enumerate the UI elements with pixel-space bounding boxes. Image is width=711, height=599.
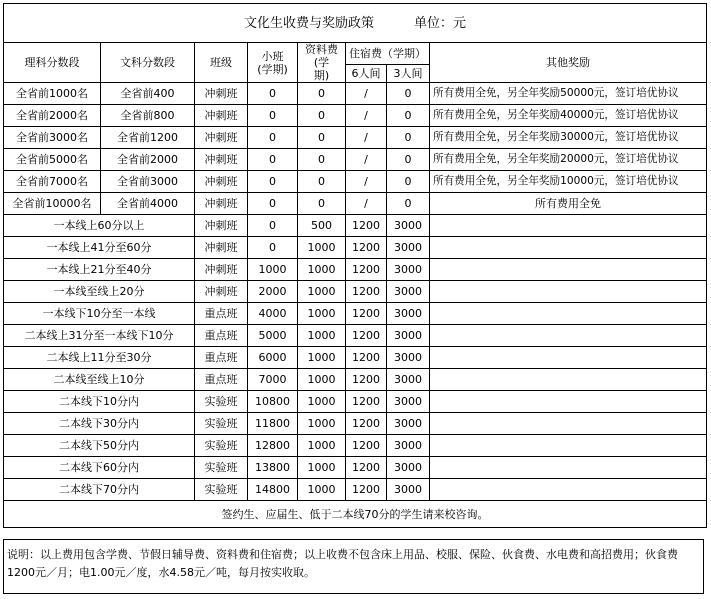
dorm-6-fee-cell: /: [346, 193, 387, 215]
arts-band-cell: 全省前400: [101, 83, 195, 105]
explanation-note: 说明：以上费用包含学费、节假日辅导费、资料费和住宿费；以上收费不包含床上用品、校服、保险、伙食费、水电费和高招费用；伙食费1200元／月；电1.00元／度，水4.58元／吨，每月按实收取。: [3, 539, 704, 594]
materials-fee-cell: 1000: [298, 347, 346, 369]
unit-label: 单位：元: [414, 15, 467, 31]
materials-fee-cell: 0: [298, 83, 346, 105]
score-band-cell: 二本线下60分内: [4, 457, 195, 479]
table-row: [4, 391, 707, 413]
award-cell-empty: [430, 215, 707, 237]
table-row: [4, 83, 707, 105]
score-band-cell: 一本线上21分至40分: [4, 259, 195, 281]
dorm-6-fee-cell: /: [346, 171, 387, 193]
table-row: [4, 127, 707, 149]
table-row: [4, 435, 707, 457]
rank-rows: [4, 83, 707, 215]
dorm-3-fee-cell: 0: [387, 105, 430, 127]
table-row: [4, 457, 707, 479]
table-row: [4, 259, 707, 281]
materials-fee-cell: 1000: [298, 391, 346, 413]
materials-fee-cell: 0: [298, 171, 346, 193]
dorm-6-fee-cell: 1200: [346, 303, 387, 325]
dorm-6-fee-cell: 1200: [346, 391, 387, 413]
small-class-fee-cell: 6000: [248, 347, 298, 369]
science-band-cell: 全省前1000名: [4, 83, 101, 105]
table-row: [4, 149, 707, 171]
dorm-3-fee-cell: 3000: [387, 391, 430, 413]
small-class-fee-cell: 1000: [248, 259, 298, 281]
award-cell-empty: [430, 325, 707, 347]
science-band-cell: 全省前2000名: [4, 105, 101, 127]
award-cell: 所有费用全免，另全年奖励10000元，签订培优协议: [430, 171, 707, 193]
table-row: [4, 215, 707, 237]
score-band-cell: 二本线至线上10分: [4, 369, 195, 391]
dorm-6-fee-cell: /: [346, 83, 387, 105]
materials-fee-cell: 1000: [298, 281, 346, 303]
dorm-6-fee-cell: 1200: [346, 215, 387, 237]
small-class-fee-cell: 14800: [248, 479, 298, 501]
materials-fee-cell: 0: [298, 149, 346, 171]
score-band-cell: 二本线上11分至30分: [4, 347, 195, 369]
table-row: [4, 193, 707, 215]
award-cell: 所有费用全免，另全年奖励50000元，签订培优协议: [430, 83, 707, 105]
table-row: [4, 347, 707, 369]
table-row: [4, 369, 707, 391]
dorm-3-fee-cell: 3000: [387, 215, 430, 237]
small-class-fee-cell: 0: [248, 215, 298, 237]
small-class-fee-cell: 0: [248, 105, 298, 127]
class-type-cell: 重点班: [195, 325, 248, 347]
dorm-6-fee-cell: 1200: [346, 413, 387, 435]
class-type-cell: 冲刺班: [195, 83, 248, 105]
score-band-cell: 一本线上60分以上: [4, 215, 195, 237]
science-band-cell: 全省前3000名: [4, 127, 101, 149]
dorm-3-fee-cell: 0: [387, 171, 430, 193]
dorm-6-fee-cell: 1200: [346, 457, 387, 479]
header-dorm-6: 6人间: [346, 65, 387, 83]
dorm-6-fee-cell: 1200: [346, 435, 387, 457]
award-cell-empty: [430, 259, 707, 281]
dorm-6-fee-cell: /: [346, 105, 387, 127]
award-cell-empty: [430, 237, 707, 259]
dorm-6-fee-cell: /: [346, 149, 387, 171]
header-materials-text: 资料费 (学 期): [305, 43, 338, 82]
dorm-3-fee-cell: 3000: [387, 413, 430, 435]
dorm-3-fee-cell: 3000: [387, 347, 430, 369]
score-band-cell: 一本线下10分至一本线: [4, 303, 195, 325]
dorm-3-fee-cell: 3000: [387, 369, 430, 391]
award-cell: 所有费用全免，另全年奖励20000元，签订培优协议: [430, 149, 707, 171]
score-band-cell: 二本线下30分内: [4, 413, 195, 435]
award-cell: 所有费用全免，另全年奖励40000元，签订培优协议: [430, 105, 707, 127]
score-band-cell: 一本线至线上20分: [4, 281, 195, 303]
arts-band-cell: 全省前800: [101, 105, 195, 127]
header-other-awards: 其他奖励: [430, 43, 707, 83]
small-class-fee-cell: 12800: [248, 435, 298, 457]
materials-fee-cell: 0: [298, 127, 346, 149]
class-type-cell: 实验班: [195, 479, 248, 501]
dorm-3-fee-cell: 3000: [387, 435, 430, 457]
class-type-cell: 冲刺班: [195, 281, 248, 303]
dorm-3-fee-cell: 3000: [387, 281, 430, 303]
class-type-cell: 实验班: [195, 391, 248, 413]
award-cell: 所有费用全免，另全年奖励30000元，签订培优协议: [430, 127, 707, 149]
class-type-cell: 重点班: [195, 347, 248, 369]
header-small-class-text: 小班 (学期): [257, 49, 288, 76]
materials-fee-cell: 1000: [298, 413, 346, 435]
award-cell-empty: [430, 369, 707, 391]
materials-fee-cell: 1000: [298, 369, 346, 391]
score-band-cell: 一本线上41分至60分: [4, 237, 195, 259]
materials-fee-cell: 1000: [298, 237, 346, 259]
materials-fee-cell: 1000: [298, 303, 346, 325]
small-class-fee-cell: 0: [248, 237, 298, 259]
class-type-cell: 重点班: [195, 369, 248, 391]
materials-fee-cell: 1000: [298, 435, 346, 457]
fee-table: [3, 3, 707, 528]
dorm-6-fee-cell: 1200: [346, 237, 387, 259]
materials-fee-cell: 1000: [298, 325, 346, 347]
dorm-3-fee-cell: 0: [387, 193, 430, 215]
materials-fee-cell: 1000: [298, 457, 346, 479]
award-cell: 所有费用全免: [430, 193, 707, 215]
class-type-cell: 实验班: [195, 457, 248, 479]
class-type-cell: 冲刺班: [195, 127, 248, 149]
dorm-3-fee-cell: 0: [387, 149, 430, 171]
dorm-3-fee-cell: 0: [387, 83, 430, 105]
small-class-fee-cell: 10800: [248, 391, 298, 413]
table-row: [4, 303, 707, 325]
small-class-fee-cell: 5000: [248, 325, 298, 347]
page-title: 文化生收费与奖励政策: [244, 15, 375, 31]
table-row: [4, 325, 707, 347]
dorm-6-fee-cell: 1200: [346, 325, 387, 347]
header-science-band: 理科分数段: [4, 43, 101, 83]
dorm-6-fee-cell: /: [346, 127, 387, 149]
class-type-cell: 冲刺班: [195, 105, 248, 127]
small-class-fee-cell: 4000: [248, 303, 298, 325]
table-row: [4, 281, 707, 303]
dorm-3-fee-cell: 3000: [387, 237, 430, 259]
arts-band-cell: 全省前4000: [101, 193, 195, 215]
class-type-cell: 冲刺班: [195, 149, 248, 171]
title-cell: [4, 4, 707, 43]
class-type-cell: 冲刺班: [195, 215, 248, 237]
award-cell-empty: [430, 303, 707, 325]
header-dorm-3: 3人间: [387, 65, 430, 83]
class-type-cell: 实验班: [195, 435, 248, 457]
score-band-cell: 二本线下50分内: [4, 435, 195, 457]
science-band-cell: 全省前7000名: [4, 171, 101, 193]
table-row: [4, 171, 707, 193]
dorm-6-fee-cell: 1200: [346, 281, 387, 303]
small-class-fee-cell: 2000: [248, 281, 298, 303]
table-row: [4, 479, 707, 501]
table-row: [4, 105, 707, 127]
arts-band-cell: 全省前2000: [101, 149, 195, 171]
small-class-fee-cell: 0: [248, 193, 298, 215]
header-materials: [298, 43, 346, 83]
materials-fee-cell: 0: [298, 105, 346, 127]
science-band-cell: 全省前10000名: [4, 193, 101, 215]
dorm-3-fee-cell: 3000: [387, 303, 430, 325]
header-class-type: 班级: [195, 43, 248, 83]
fee-policy-sheet: [3, 3, 707, 528]
line-rows: [4, 215, 707, 501]
dorm-6-fee-cell: 1200: [346, 369, 387, 391]
small-class-fee-cell: 0: [248, 149, 298, 171]
small-class-fee-cell: 11800: [248, 413, 298, 435]
score-band-cell: 二本线下70分内: [4, 479, 195, 501]
materials-fee-cell: 1000: [298, 479, 346, 501]
small-class-fee-cell: 0: [248, 171, 298, 193]
dorm-6-fee-cell: 1200: [346, 259, 387, 281]
award-cell-empty: [430, 435, 707, 457]
arts-band-cell: 全省前3000: [101, 171, 195, 193]
class-type-cell: 冲刺班: [195, 193, 248, 215]
award-cell-empty: [430, 457, 707, 479]
materials-fee-cell: 1000: [298, 259, 346, 281]
award-cell-empty: [430, 281, 707, 303]
class-type-cell: 实验班: [195, 413, 248, 435]
footnote: 签约生、应届生、低于二本线70分的学生请来校咨询。: [4, 501, 707, 528]
award-cell-empty: [430, 347, 707, 369]
score-band-cell: 二本线上31分至一本线下10分: [4, 325, 195, 347]
dorm-3-fee-cell: 3000: [387, 325, 430, 347]
table-row: [4, 413, 707, 435]
class-type-cell: 冲刺班: [195, 259, 248, 281]
award-cell-empty: [430, 479, 707, 501]
dorm-3-fee-cell: 3000: [387, 479, 430, 501]
small-class-fee-cell: 0: [248, 127, 298, 149]
small-class-fee-cell: 7000: [248, 369, 298, 391]
class-type-cell: 冲刺班: [195, 237, 248, 259]
dorm-6-fee-cell: 1200: [346, 347, 387, 369]
class-type-cell: 冲刺班: [195, 171, 248, 193]
award-cell-empty: [430, 413, 707, 435]
award-cell-empty: [430, 391, 707, 413]
dorm-3-fee-cell: 3000: [387, 457, 430, 479]
header-dorm: 住宿费（学期）: [346, 43, 430, 65]
materials-fee-cell: 500: [298, 215, 346, 237]
header-arts-band: 文科分数段: [101, 43, 195, 83]
science-band-cell: 全省前5000名: [4, 149, 101, 171]
class-type-cell: 重点班: [195, 303, 248, 325]
dorm-6-fee-cell: 1200: [346, 479, 387, 501]
dorm-3-fee-cell: 0: [387, 127, 430, 149]
dorm-3-fee-cell: 3000: [387, 259, 430, 281]
materials-fee-cell: 0: [298, 193, 346, 215]
arts-band-cell: 全省前1200: [101, 127, 195, 149]
small-class-fee-cell: 0: [248, 83, 298, 105]
small-class-fee-cell: 13800: [248, 457, 298, 479]
header-small-class: [248, 43, 298, 83]
score-band-cell: 二本线下10分内: [4, 391, 195, 413]
table-row: [4, 237, 707, 259]
